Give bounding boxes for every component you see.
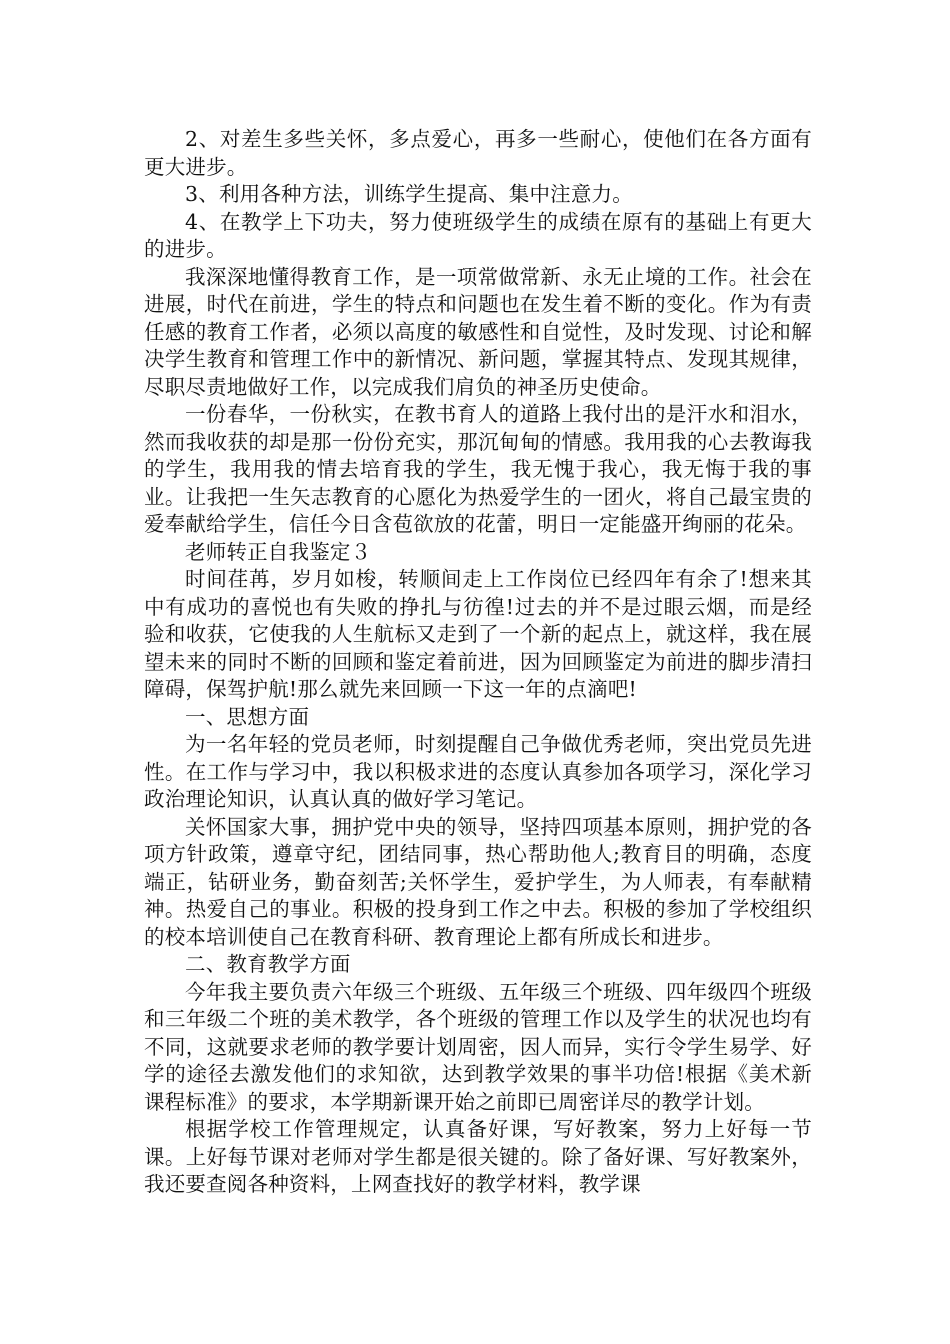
paragraph-item-3: 3、利用各种方法，训练学生提高、集中注意力。 <box>185 182 633 206</box>
paragraph-education-work: 我深深地懂得教育工作，是一项常做常新、永无止境的工作。社会在进展，时代在前进，学生的特点和问题也在发生着不断的变化。作为有责任感的教育工作者，必须以高度的敏感性和自觉性，及时发现、讨论和解决学生教育和管理工作中的新情况、新问题，掌握其特点、发现其规律，尽职尽责地做好工作，以完成我们肩负的神圣历史使命。 <box>144 264 812 399</box>
section-title-self-appraisal-3: 老师转正自我鉴定３ <box>185 539 372 564</box>
paragraph-item-2: 2、对差生多些关怀，多点爱心，再多一些耐心，使他们在各方面有更大进步。 <box>144 127 812 179</box>
document-page <box>144 126 812 1199</box>
heading-teaching: 二、教育教学方面 <box>185 952 351 976</box>
paragraph-party-member: 为一名年轻的党员老师，时刻提醒自己争做优秀老师，突出党员先进性。在工作与学习中，我以积极求进的态度认真参加各项学习，深化学习政治理论知识，认真认真的做好学习笔记。 <box>144 732 812 811</box>
paragraph-lesson-prep: 根据学校工作管理规定，认真备好课，写好教案，努力上好每一节课。上好每节课对老师对学生都是很关键的。除了备好课、写好教案外，我还要查阅各种资料，上网查找好的教学材料，教学课 <box>144 1117 812 1196</box>
paragraph-spring-autumn: 一份春华，一份秋实，在教书育人的道路上我付出的是汗水和泪水，然而我收获的却是那一份份充实，那沉甸甸的情感。我用我的心去教诲我的学生，我用我的情去培育我的学生，我无愧于我心，我无悔于我的事业。让我把一生矢志教育的心愿化为热爱学生的一团火，将自己最宝贵的爱奉献给学生，信任今日含苞欲放的花蕾，明日一定能盛开绚丽的花朵。 <box>144 402 812 536</box>
paragraph-item-4: 4、在教学上下功夫，努力使班级学生的成绩在原有的基础上有更大的进步。 <box>144 209 812 261</box>
heading-ideology: 一、思想方面 <box>185 704 310 729</box>
paragraph-national-affairs: 关怀国家大事，拥护党中央的领导，坚持四项基本原则，拥护党的各项方针政策，遵章守纪，团结同事，热心帮助他人;教育目的明确，态度端正，钻研业务，勤奋刻苦;关怀学生，爱护学生，为人师表，有奉献精神。热爱自己的事业。积极的投身到工作之中去。积极的参加了学校组织的校本培训使自己在教育科研、教育理论上都有所成长和进步。 <box>144 814 812 949</box>
paragraph-time-flies: 时间荏苒，岁月如梭，转顺间走上工作岗位已经四年有余了!想来其中有成功的喜悦也有失败的挣扎与彷徨!过去的并不是过眼云烟，而是经验和收获，它使我的人生航标又走到了一个新的起点上，就这样，我在展望未来的同时不断的回顾和鉴定着前进，因为回顾鉴定为前进的脚步清扫障碍，保驾护航!那么就先来回顾一下这一年的点滴吧! <box>144 567 812 701</box>
paragraph-art-teaching: 今年我主要负责六年级三个班级、五年级三个班级、四年级四个班级和三年级二个班的美术教学，各个班级的管理工作以及学生的状况也均有不同，这就要求老师的教学要计划周密，因人而异，实行令学生易学、好学的途径去激发他们的求知欲，达到教学效果的事半功倍!根据《美术新课程标准》的要求，本学期新课开始之前即已周密详尽的教学计划。 <box>144 979 812 1114</box>
